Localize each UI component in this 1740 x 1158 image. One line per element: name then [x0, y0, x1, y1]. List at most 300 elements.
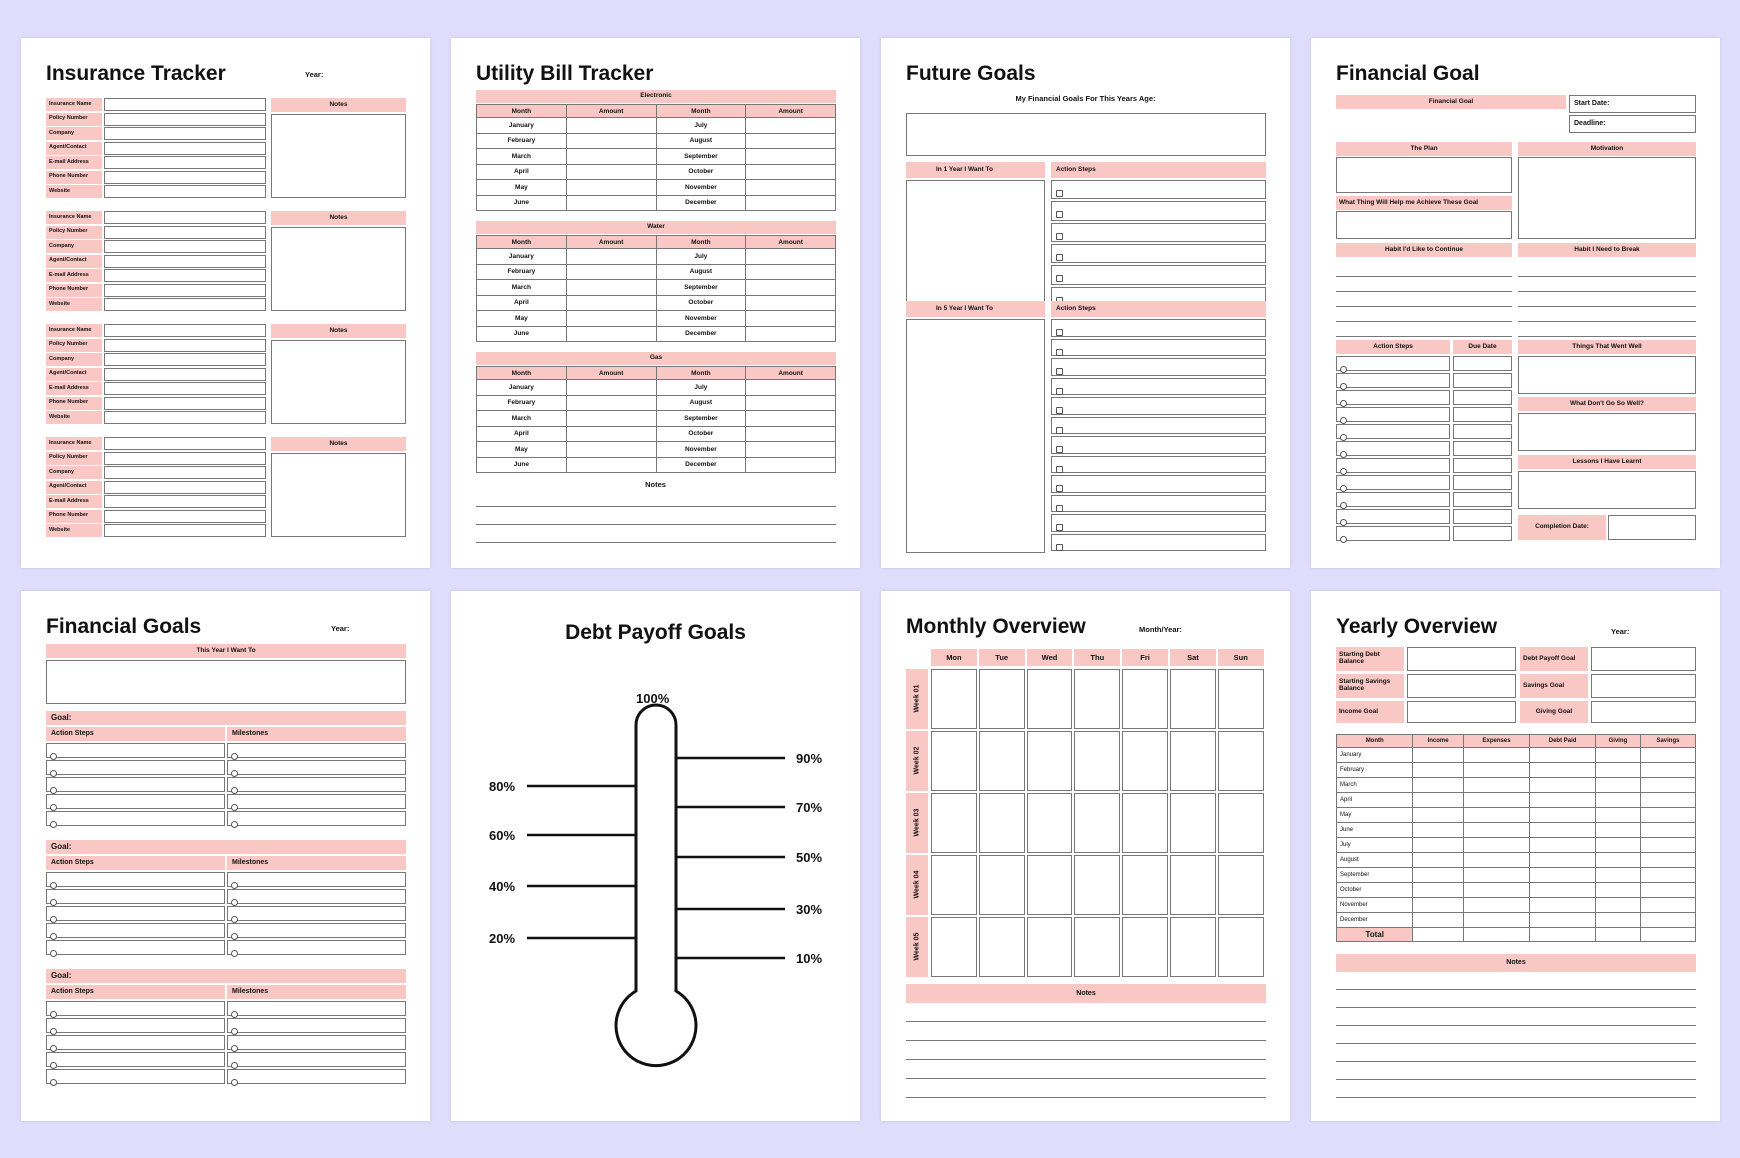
- amount-cell[interactable]: [566, 380, 656, 396]
- action-step-row[interactable]: [1336, 424, 1450, 439]
- day-cell[interactable]: [1074, 855, 1120, 915]
- income-goal-field[interactable]: [1407, 701, 1516, 723]
- goal-row[interactable]: [46, 906, 225, 921]
- action-step-row[interactable]: [1051, 319, 1266, 337]
- checkbox-icon[interactable]: [1056, 368, 1063, 375]
- checkbox-icon[interactable]: [1056, 349, 1063, 356]
- day-cell[interactable]: [1170, 731, 1216, 791]
- value-cell[interactable]: [1530, 778, 1596, 793]
- day-cell[interactable]: [1170, 917, 1216, 977]
- action-step-row[interactable]: [1336, 492, 1450, 507]
- day-cell[interactable]: [1122, 855, 1168, 915]
- radio-icon[interactable]: [1340, 451, 1347, 458]
- checkbox-icon[interactable]: [1056, 446, 1063, 453]
- action-step-row[interactable]: [1051, 180, 1266, 199]
- amount-cell[interactable]: [746, 118, 836, 134]
- radio-icon[interactable]: [1340, 502, 1347, 509]
- value-cell[interactable]: [1530, 883, 1596, 898]
- action-step-row[interactable]: [1051, 436, 1266, 454]
- day-cell[interactable]: [979, 793, 1025, 853]
- value-cell[interactable]: [1595, 793, 1640, 808]
- day-cell[interactable]: [979, 917, 1025, 977]
- field-input[interactable]: [104, 142, 266, 155]
- day-cell[interactable]: [1218, 793, 1264, 853]
- radio-icon[interactable]: [231, 916, 238, 923]
- value-cell[interactable]: [1640, 898, 1695, 913]
- value-cell[interactable]: [1463, 778, 1529, 793]
- radio-icon[interactable]: [1340, 519, 1347, 526]
- goal-row[interactable]: [227, 1052, 406, 1067]
- goal-row[interactable]: [46, 1052, 225, 1067]
- notes-box[interactable]: [271, 453, 406, 537]
- goal-row[interactable]: [46, 743, 225, 758]
- goal-row[interactable]: [227, 777, 406, 792]
- value-cell[interactable]: [1640, 823, 1695, 838]
- field-input[interactable]: [104, 510, 266, 523]
- action-step-row[interactable]: [1051, 495, 1266, 513]
- goal-row[interactable]: [46, 1001, 225, 1016]
- due-date-cell[interactable]: [1453, 475, 1512, 490]
- value-cell[interactable]: [1463, 823, 1529, 838]
- value-cell[interactable]: [1530, 898, 1596, 913]
- value-cell[interactable]: [1463, 913, 1529, 928]
- amount-cell[interactable]: [746, 426, 836, 442]
- day-cell[interactable]: [1027, 669, 1073, 729]
- field-input[interactable]: [104, 437, 266, 450]
- amount-cell[interactable]: [566, 457, 656, 473]
- total-cell[interactable]: [1640, 928, 1695, 942]
- field-input[interactable]: [104, 495, 266, 508]
- goal-row[interactable]: [46, 1069, 225, 1084]
- value-cell[interactable]: [1463, 868, 1529, 883]
- field-input[interactable]: [104, 226, 266, 239]
- goal-row[interactable]: [227, 1018, 406, 1033]
- value-cell[interactable]: [1595, 823, 1640, 838]
- field-input[interactable]: [104, 353, 266, 366]
- value-cell[interactable]: [1530, 808, 1596, 823]
- value-cell[interactable]: [1595, 898, 1640, 913]
- radio-icon[interactable]: [50, 1062, 57, 1069]
- amount-cell[interactable]: [566, 311, 656, 327]
- field-input[interactable]: [104, 269, 266, 282]
- radio-icon[interactable]: [231, 770, 238, 777]
- amount-cell[interactable]: [566, 280, 656, 296]
- deadline-field[interactable]: Deadline:: [1569, 115, 1696, 133]
- radio-icon[interactable]: [231, 899, 238, 906]
- checkbox-icon[interactable]: [1056, 485, 1063, 492]
- checkbox-icon[interactable]: [1056, 211, 1063, 218]
- radio-icon[interactable]: [231, 821, 238, 828]
- value-cell[interactable]: [1595, 808, 1640, 823]
- value-cell[interactable]: [1595, 763, 1640, 778]
- goal-row[interactable]: [46, 872, 225, 887]
- field-input[interactable]: [104, 171, 266, 184]
- day-cell[interactable]: [1218, 917, 1264, 977]
- value-cell[interactable]: [1595, 883, 1640, 898]
- value-cell[interactable]: [1463, 853, 1529, 868]
- radio-icon[interactable]: [231, 1028, 238, 1035]
- goal-row[interactable]: [227, 1001, 406, 1016]
- value-cell[interactable]: [1530, 793, 1596, 808]
- field-input[interactable]: [104, 324, 266, 337]
- goal-row[interactable]: [227, 760, 406, 775]
- goal-row[interactable]: [46, 760, 225, 775]
- action-step-row[interactable]: [1336, 390, 1450, 405]
- field-input[interactable]: [104, 113, 266, 126]
- action-step-row[interactable]: [1336, 526, 1450, 541]
- day-cell[interactable]: [931, 669, 977, 729]
- day-cell[interactable]: [931, 793, 977, 853]
- action-step-row[interactable]: [1336, 373, 1450, 388]
- went-well-box[interactable]: [1518, 356, 1696, 394]
- field-input[interactable]: [104, 397, 266, 410]
- due-date-cell[interactable]: [1453, 526, 1512, 541]
- radio-icon[interactable]: [50, 950, 57, 957]
- savings-goal-field[interactable]: [1591, 674, 1696, 698]
- action-step-row[interactable]: [1336, 458, 1450, 473]
- due-date-cell[interactable]: [1453, 407, 1512, 422]
- day-cell[interactable]: [1170, 855, 1216, 915]
- checkbox-icon[interactable]: [1056, 427, 1063, 434]
- debt-goal-field[interactable]: [1591, 647, 1696, 671]
- value-cell[interactable]: [1640, 913, 1695, 928]
- field-input[interactable]: [104, 411, 266, 424]
- field-input[interactable]: [104, 466, 266, 479]
- radio-icon[interactable]: [231, 1062, 238, 1069]
- field-input[interactable]: [104, 368, 266, 381]
- radio-icon[interactable]: [231, 1011, 238, 1018]
- checkbox-icon[interactable]: [1056, 544, 1063, 551]
- field-input[interactable]: [104, 98, 266, 111]
- goal-row[interactable]: [227, 872, 406, 887]
- goal-row[interactable]: [227, 811, 406, 826]
- completion-date-field[interactable]: [1608, 515, 1696, 540]
- day-cell[interactable]: [979, 855, 1025, 915]
- radio-icon[interactable]: [50, 899, 57, 906]
- due-date-cell[interactable]: [1453, 441, 1512, 456]
- radio-icon[interactable]: [50, 1045, 57, 1052]
- value-cell[interactable]: [1463, 763, 1529, 778]
- goal-row[interactable]: [227, 906, 406, 921]
- day-cell[interactable]: [931, 917, 977, 977]
- value-cell[interactable]: [1530, 748, 1596, 763]
- goals-box[interactable]: [906, 113, 1266, 156]
- value-cell[interactable]: [1463, 808, 1529, 823]
- value-cell[interactable]: [1640, 748, 1695, 763]
- radio-icon[interactable]: [231, 1079, 238, 1086]
- day-cell[interactable]: [1027, 917, 1073, 977]
- radio-icon[interactable]: [231, 804, 238, 811]
- action-step-row[interactable]: [1336, 356, 1450, 371]
- day-cell[interactable]: [1122, 731, 1168, 791]
- due-date-cell[interactable]: [1453, 492, 1512, 507]
- action-step-row[interactable]: [1051, 456, 1266, 474]
- radio-icon[interactable]: [50, 787, 57, 794]
- due-date-cell[interactable]: [1453, 424, 1512, 439]
- field-input[interactable]: [104, 284, 266, 297]
- value-cell[interactable]: [1530, 868, 1596, 883]
- day-cell[interactable]: [1218, 731, 1264, 791]
- checkbox-icon[interactable]: [1056, 388, 1063, 395]
- radio-icon[interactable]: [1340, 383, 1347, 390]
- day-cell[interactable]: [1074, 669, 1120, 729]
- due-date-cell[interactable]: [1453, 458, 1512, 473]
- start-date-field[interactable]: Start Date:: [1569, 95, 1696, 113]
- help-box[interactable]: [1336, 211, 1512, 239]
- action-step-row[interactable]: [1336, 407, 1450, 422]
- value-cell[interactable]: [1640, 793, 1695, 808]
- amount-cell[interactable]: [566, 326, 656, 342]
- value-cell[interactable]: [1530, 838, 1596, 853]
- goal-row[interactable]: [227, 794, 406, 809]
- value-cell[interactable]: [1463, 748, 1529, 763]
- field-input[interactable]: [104, 255, 266, 268]
- day-cell[interactable]: [1218, 855, 1264, 915]
- radio-icon[interactable]: [231, 950, 238, 957]
- value-cell[interactable]: [1640, 763, 1695, 778]
- radio-icon[interactable]: [50, 804, 57, 811]
- amount-cell[interactable]: [746, 249, 836, 265]
- field-input[interactable]: [104, 481, 266, 494]
- field-input[interactable]: [104, 382, 266, 395]
- radio-icon[interactable]: [1340, 536, 1347, 543]
- radio-icon[interactable]: [231, 882, 238, 889]
- amount-cell[interactable]: [746, 149, 836, 165]
- value-cell[interactable]: [1413, 808, 1463, 823]
- day-cell[interactable]: [1074, 917, 1120, 977]
- goal-row[interactable]: [46, 940, 225, 955]
- radio-icon[interactable]: [231, 1045, 238, 1052]
- action-step-row[interactable]: [1051, 417, 1266, 435]
- day-cell[interactable]: [1074, 793, 1120, 853]
- field-input[interactable]: [104, 339, 266, 352]
- radio-icon[interactable]: [231, 933, 238, 940]
- not-well-box[interactable]: [1518, 413, 1696, 451]
- checkbox-icon[interactable]: [1056, 190, 1063, 197]
- amount-cell[interactable]: [746, 311, 836, 327]
- value-cell[interactable]: [1595, 853, 1640, 868]
- value-cell[interactable]: [1640, 808, 1695, 823]
- action-step-row[interactable]: [1051, 201, 1266, 220]
- value-cell[interactable]: [1640, 853, 1695, 868]
- goal-box[interactable]: [906, 180, 1045, 308]
- radio-icon[interactable]: [50, 753, 57, 760]
- amount-cell[interactable]: [746, 180, 836, 196]
- action-step-row[interactable]: [1051, 265, 1266, 284]
- value-cell[interactable]: [1413, 748, 1463, 763]
- day-cell[interactable]: [1170, 669, 1216, 729]
- value-cell[interactable]: [1530, 913, 1596, 928]
- amount-cell[interactable]: [746, 326, 836, 342]
- total-cell[interactable]: [1595, 928, 1640, 942]
- starting-savings-field[interactable]: [1407, 674, 1516, 698]
- due-date-cell[interactable]: [1453, 373, 1512, 388]
- radio-icon[interactable]: [50, 1028, 57, 1035]
- field-input[interactable]: [104, 185, 266, 198]
- amount-cell[interactable]: [566, 180, 656, 196]
- goal-row[interactable]: [46, 1018, 225, 1033]
- amount-cell[interactable]: [746, 295, 836, 311]
- day-cell[interactable]: [1122, 793, 1168, 853]
- amount-cell[interactable]: [566, 426, 656, 442]
- value-cell[interactable]: [1595, 868, 1640, 883]
- total-cell[interactable]: [1530, 928, 1596, 942]
- amount-cell[interactable]: [566, 118, 656, 134]
- amount-cell[interactable]: [566, 133, 656, 149]
- goal-row[interactable]: [227, 889, 406, 904]
- checkbox-icon[interactable]: [1056, 254, 1063, 261]
- value-cell[interactable]: [1413, 763, 1463, 778]
- amount-cell[interactable]: [746, 280, 836, 296]
- amount-cell[interactable]: [566, 264, 656, 280]
- value-cell[interactable]: [1413, 913, 1463, 928]
- motivation-box[interactable]: [1518, 157, 1696, 239]
- checkbox-icon[interactable]: [1056, 233, 1063, 240]
- radio-icon[interactable]: [50, 770, 57, 777]
- day-cell[interactable]: [1027, 793, 1073, 853]
- radio-icon[interactable]: [1340, 400, 1347, 407]
- value-cell[interactable]: [1413, 838, 1463, 853]
- field-input[interactable]: [104, 524, 266, 537]
- day-cell[interactable]: [931, 731, 977, 791]
- value-cell[interactable]: [1640, 883, 1695, 898]
- goal-row[interactable]: [227, 743, 406, 758]
- amount-cell[interactable]: [746, 264, 836, 280]
- amount-cell[interactable]: [746, 411, 836, 427]
- value-cell[interactable]: [1530, 853, 1596, 868]
- amount-cell[interactable]: [566, 149, 656, 165]
- amount-cell[interactable]: [746, 395, 836, 411]
- radio-icon[interactable]: [50, 1011, 57, 1018]
- goal-row[interactable]: [46, 794, 225, 809]
- radio-icon[interactable]: [231, 753, 238, 760]
- starting-debt-field[interactable]: [1407, 647, 1516, 671]
- lessons-box[interactable]: [1518, 471, 1696, 509]
- day-cell[interactable]: [979, 669, 1025, 729]
- action-step-row[interactable]: [1051, 244, 1266, 263]
- notes-box[interactable]: [271, 340, 406, 424]
- day-cell[interactable]: [1170, 793, 1216, 853]
- goal-box[interactable]: [906, 319, 1045, 553]
- value-cell[interactable]: [1595, 748, 1640, 763]
- radio-icon[interactable]: [231, 787, 238, 794]
- value-cell[interactable]: [1530, 763, 1596, 778]
- amount-cell[interactable]: [746, 380, 836, 396]
- value-cell[interactable]: [1413, 883, 1463, 898]
- value-cell[interactable]: [1413, 778, 1463, 793]
- field-input[interactable]: [104, 298, 266, 311]
- field-input[interactable]: [104, 240, 266, 253]
- goal-row[interactable]: [46, 811, 225, 826]
- action-step-row[interactable]: [1051, 475, 1266, 493]
- due-date-cell[interactable]: [1453, 356, 1512, 371]
- value-cell[interactable]: [1413, 853, 1463, 868]
- field-input[interactable]: [104, 452, 266, 465]
- radio-icon[interactable]: [50, 882, 57, 889]
- value-cell[interactable]: [1595, 913, 1640, 928]
- checkbox-icon[interactable]: [1056, 524, 1063, 531]
- value-cell[interactable]: [1463, 883, 1529, 898]
- action-step-row[interactable]: [1051, 514, 1266, 532]
- goal-row[interactable]: [46, 889, 225, 904]
- giving-goal-field[interactable]: [1591, 701, 1696, 723]
- action-step-row[interactable]: [1051, 223, 1266, 242]
- notes-box[interactable]: [271, 114, 406, 198]
- action-step-row[interactable]: [1336, 441, 1450, 456]
- radio-icon[interactable]: [1340, 485, 1347, 492]
- amount-cell[interactable]: [746, 442, 836, 458]
- due-date-cell[interactable]: [1453, 390, 1512, 405]
- goal-row[interactable]: [227, 940, 406, 955]
- radio-icon[interactable]: [50, 821, 57, 828]
- amount-cell[interactable]: [566, 442, 656, 458]
- day-cell[interactable]: [931, 855, 977, 915]
- amount-cell[interactable]: [566, 411, 656, 427]
- radio-icon[interactable]: [50, 916, 57, 923]
- checkbox-icon[interactable]: [1056, 407, 1063, 414]
- action-step-row[interactable]: [1051, 358, 1266, 376]
- checkbox-icon[interactable]: [1056, 275, 1063, 282]
- day-cell[interactable]: [1027, 855, 1073, 915]
- action-step-row[interactable]: [1051, 339, 1266, 357]
- goal-row[interactable]: [227, 923, 406, 938]
- checkbox-icon[interactable]: [1056, 466, 1063, 473]
- goal-row[interactable]: [46, 923, 225, 938]
- amount-cell[interactable]: [566, 195, 656, 211]
- value-cell[interactable]: [1413, 823, 1463, 838]
- goal-row[interactable]: [227, 1069, 406, 1084]
- value-cell[interactable]: [1413, 868, 1463, 883]
- amount-cell[interactable]: [746, 195, 836, 211]
- amount-cell[interactable]: [746, 457, 836, 473]
- action-step-row[interactable]: [1336, 475, 1450, 490]
- action-step-row[interactable]: [1336, 509, 1450, 524]
- this-year-box[interactable]: [46, 660, 406, 704]
- radio-icon[interactable]: [1340, 417, 1347, 424]
- day-cell[interactable]: [1074, 731, 1120, 791]
- value-cell[interactable]: [1640, 778, 1695, 793]
- amount-cell[interactable]: [566, 249, 656, 265]
- checkbox-icon[interactable]: [1056, 329, 1063, 336]
- value-cell[interactable]: [1530, 823, 1596, 838]
- total-cell[interactable]: [1413, 928, 1463, 942]
- goal-row[interactable]: [46, 777, 225, 792]
- value-cell[interactable]: [1463, 898, 1529, 913]
- value-cell[interactable]: [1640, 868, 1695, 883]
- action-step-row[interactable]: [1051, 397, 1266, 415]
- day-cell[interactable]: [1027, 731, 1073, 791]
- day-cell[interactable]: [1218, 669, 1264, 729]
- amount-cell[interactable]: [566, 395, 656, 411]
- radio-icon[interactable]: [1340, 366, 1347, 373]
- field-input[interactable]: [104, 127, 266, 140]
- total-cell[interactable]: [1463, 928, 1529, 942]
- radio-icon[interactable]: [1340, 468, 1347, 475]
- value-cell[interactable]: [1463, 793, 1529, 808]
- day-cell[interactable]: [1122, 669, 1168, 729]
- value-cell[interactable]: [1640, 838, 1695, 853]
- action-step-row[interactable]: [1051, 534, 1266, 552]
- goal-row[interactable]: [46, 1035, 225, 1050]
- amount-cell[interactable]: [746, 164, 836, 180]
- field-input[interactable]: [104, 211, 266, 224]
- notes-box[interactable]: [271, 227, 406, 311]
- plan-box[interactable]: [1336, 157, 1512, 193]
- day-cell[interactable]: [1122, 917, 1168, 977]
- radio-icon[interactable]: [50, 933, 57, 940]
- value-cell[interactable]: [1413, 898, 1463, 913]
- amount-cell[interactable]: [746, 133, 836, 149]
